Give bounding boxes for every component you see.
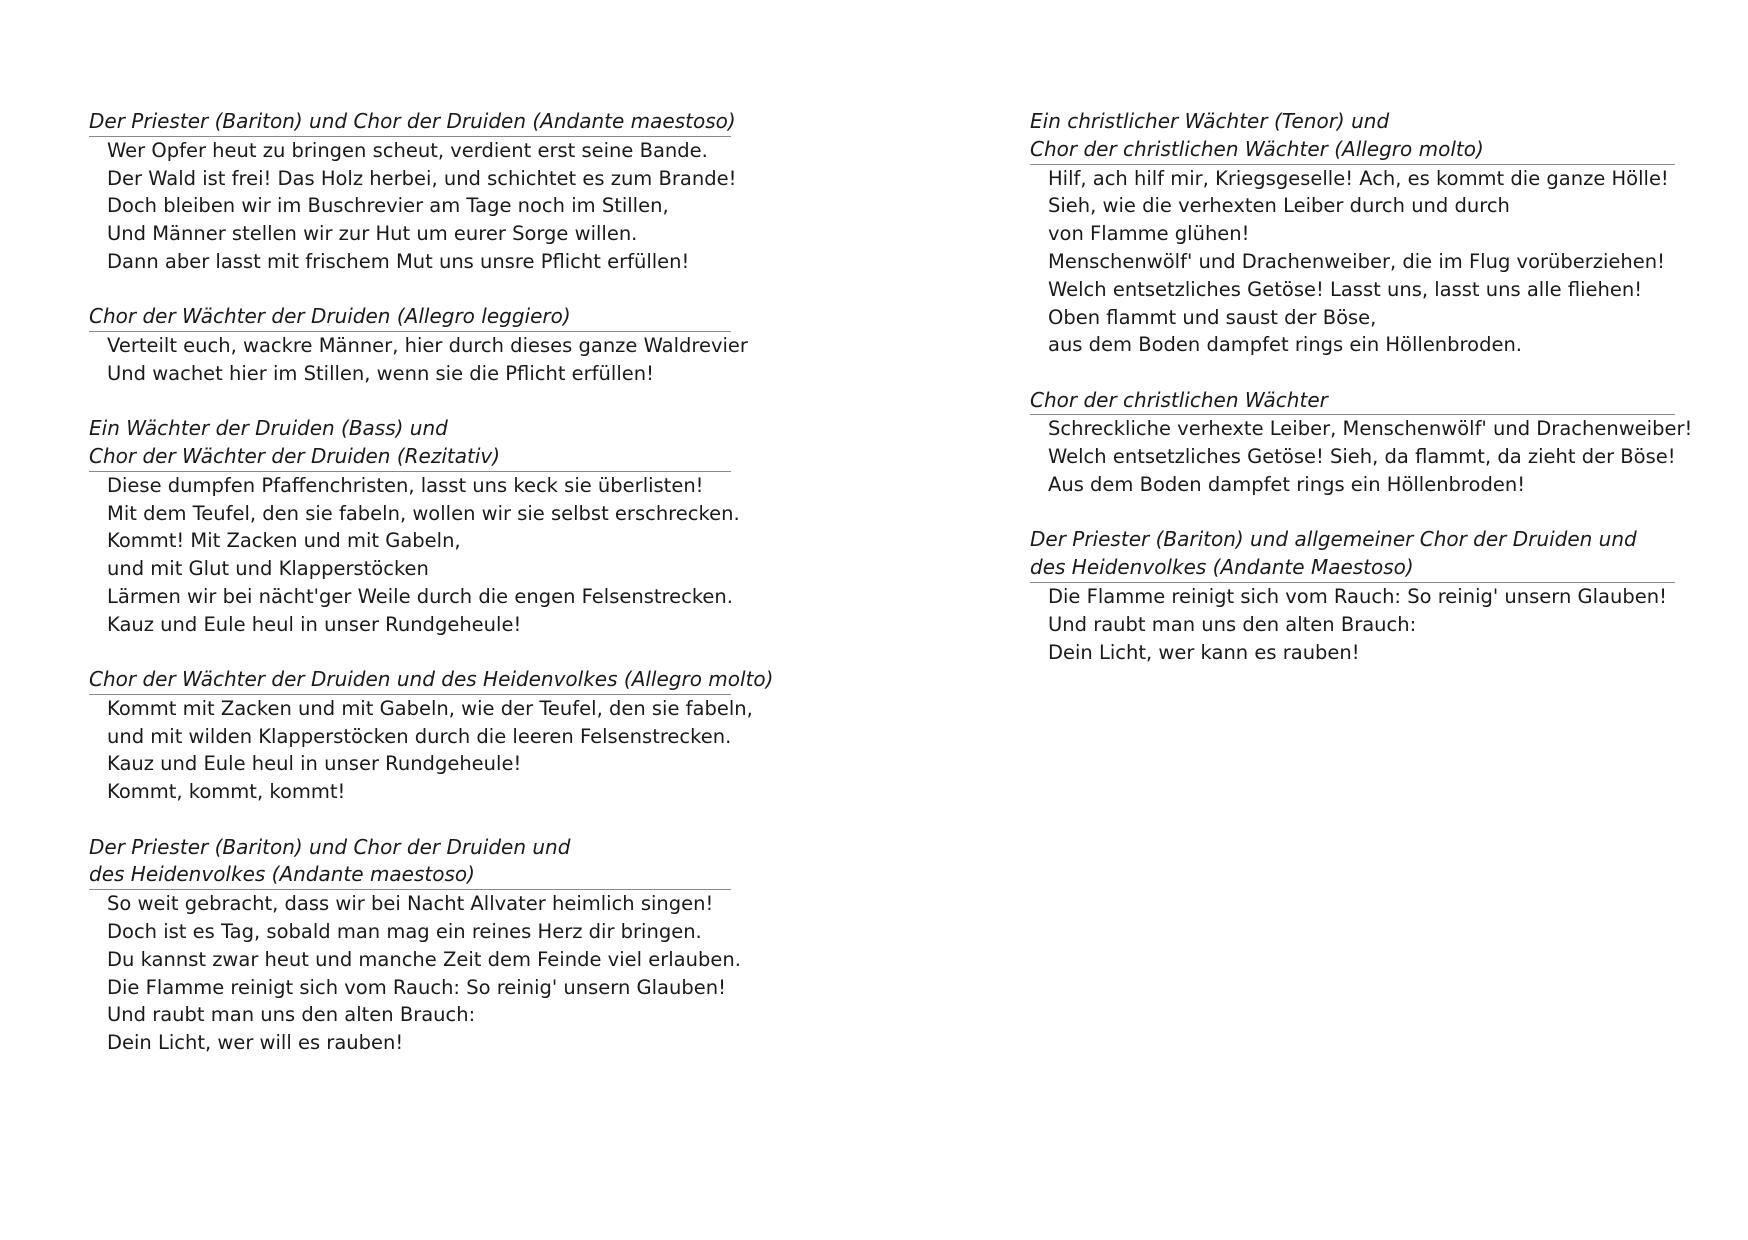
section-heading [1030,526,1675,583]
section-heading [89,108,736,137]
verse-line: Die Flamme reinigt sich vom Rauch: So reinig' unsern Glauben! [107,975,726,999]
verse-line: Doch bleiben wir im Buschrevier am Tage noch im Stillen, [107,194,669,218]
libretto-section [1030,526,1675,666]
heading-line: Chor der Wächter der Druiden und des Heidenvolkes (Allegro molto) [89,667,774,692]
verse-line: Dein Licht, wer kann es rauben! [1048,640,1360,664]
heading-line: Chor der christlichen Wächter [1030,387,1328,412]
libretto-section [89,415,740,638]
verse-line: Verteilt euch, wackre Männer, hier durch dieses ganze Waldrevier [107,334,748,358]
verse-line: Welch entsetzliches Getöse! Sieh, da flammt, da zieht der Böse! [1048,445,1676,469]
verse-block [89,472,740,639]
libretto-section [89,108,737,276]
verse-line: Wer Opfer heut zu bringen scheut, verdient erst seine Bande. [107,138,708,162]
heading-line: Chor der Wächter der Druiden (Rezitativ) [89,443,501,468]
verse-line: und mit Glut und Klapperstöcken [107,557,429,581]
heading-line: des Heidenvolkes (Andante Maestoso) [1030,555,1414,580]
verse-line: Du kannst zwar heut und manche Zeit dem Feinde viel erlauben. [107,947,741,971]
verse-block [1030,415,1693,498]
heading-line: des Heidenvolkes (Andante maestoso) [89,862,475,887]
verse-line: Sieh, wie die verhexten Leiber durch und durch [1048,194,1510,218]
section-heading [89,666,774,695]
verse-line: und mit wilden Klapperstöcken durch die leeren Felsenstrecken. [107,724,732,748]
heading-line: Ein christlicher Wächter (Tenor) und [1030,109,1390,133]
verse-line: Dann aber lasst mit frischem Mut uns unsre Pflicht erfüllen! [107,249,690,273]
verse-block [1030,165,1675,360]
verse-line: So weit gebracht, dass wir bei Nacht Allvater heimlich singen! [107,892,714,916]
verse-line: Mit dem Teufel, den sie fabeln, wollen wir sie selbst erschrecken. [107,501,740,525]
heading-line: Ein Wächter der Druiden (Bass) und [89,416,448,441]
verse-line: Aus dem Boden dampfet rings ein Höllenbroden! [1048,473,1526,497]
libretto-section [1030,108,1675,359]
libretto-section [89,666,774,806]
verse-line: Menschenwölf' und Drachenweiber, die im Flug vorüberziehen! [1048,249,1665,273]
verse-line: Hilf, ach hilf mir, Kriegsgeselle! Ach, es kommt die ganze Hölle! [1048,166,1669,190]
left-column [89,108,774,1084]
libretto-section [1030,387,1693,499]
verse-line: Dein Licht, wer will es rauben! [107,1031,404,1055]
heading-line: Chor der christlichen Wächter (Allegro molto) [1030,136,1484,161]
verse-line: von Flamme glühen! [1048,222,1250,246]
section-heading [1030,387,1675,416]
verse-line: Und raubt man uns den alten Brauch: [1048,612,1417,636]
verse-line: Kauz und Eule heul in unser Rundgeheule! [107,612,522,636]
verse-block [89,695,753,806]
heading-line: Der Priester (Bariton) und allgemeiner Chor der Druiden und [1030,527,1637,552]
verse-line: Der Wald ist frei! Das Holz herbei, und schichtet es zum Brande! [107,166,737,190]
verse-line: Kommt! Mit Zacken und mit Gabeln, [107,529,461,553]
verse-line: Kauz und Eule heul in unser Rundgeheule! [107,752,522,776]
verse-block [89,332,748,388]
section-heading [89,303,731,332]
verse-line: Kommt mit Zacken und mit Gabeln, wie der Teufel, den sie fabeln, [107,696,753,720]
libretto-section [89,303,748,387]
heading-line: Der Priester (Bariton) und Chor der Druiden und [89,834,571,859]
section-heading [89,415,731,472]
verse-block [89,137,737,276]
heading-line: Chor der Wächter der Druiden (Allegro leggiero) [89,304,571,329]
verse-line: Schreckliche verhexte Leiber, Menschenwölf' und Drachenweiber! [1048,417,1693,441]
section-heading [1030,108,1675,165]
verse-line: Doch ist es Tag, sobald man mag ein reines Herz dir bringen. [107,919,702,943]
verse-line: aus dem Boden dampfet rings ein Höllenbroden. [1048,333,1522,357]
verse-block [1030,583,1675,666]
verse-line: Und wachet hier im Stillen, wenn sie die Pflicht erfüllen! [107,361,654,385]
right-column [1030,108,1693,694]
section-heading [89,834,731,891]
verse-line: Diese dumpfen Pfaffenchristen, lasst uns keck sie überlisten! [107,473,704,497]
verse-line: Und raubt man uns den alten Brauch: [107,1003,476,1027]
verse-line: Die Flamme reinigt sich vom Rauch: So reinig' unsern Glauben! [1048,584,1667,608]
verse-line: Kommt, kommt, kommt! [107,780,346,804]
verse-line: Oben flammt und saust der Böse, [1048,305,1377,329]
verse-line: Und Männer stellen wir zur Hut um eurer Sorge willen. [107,222,638,246]
libretto-section [89,834,741,1057]
heading-line: Der Priester (Bariton) und Chor der Druiden (Andante maestoso) [89,109,736,133]
verse-line: Lärmen wir bei nächt'ger Weile durch die engen Felsenstrecken. [107,584,733,608]
verse-block [89,890,741,1057]
verse-line: Welch entsetzliches Getöse! Lasst uns, lasst uns alle fliehen! [1048,277,1643,301]
